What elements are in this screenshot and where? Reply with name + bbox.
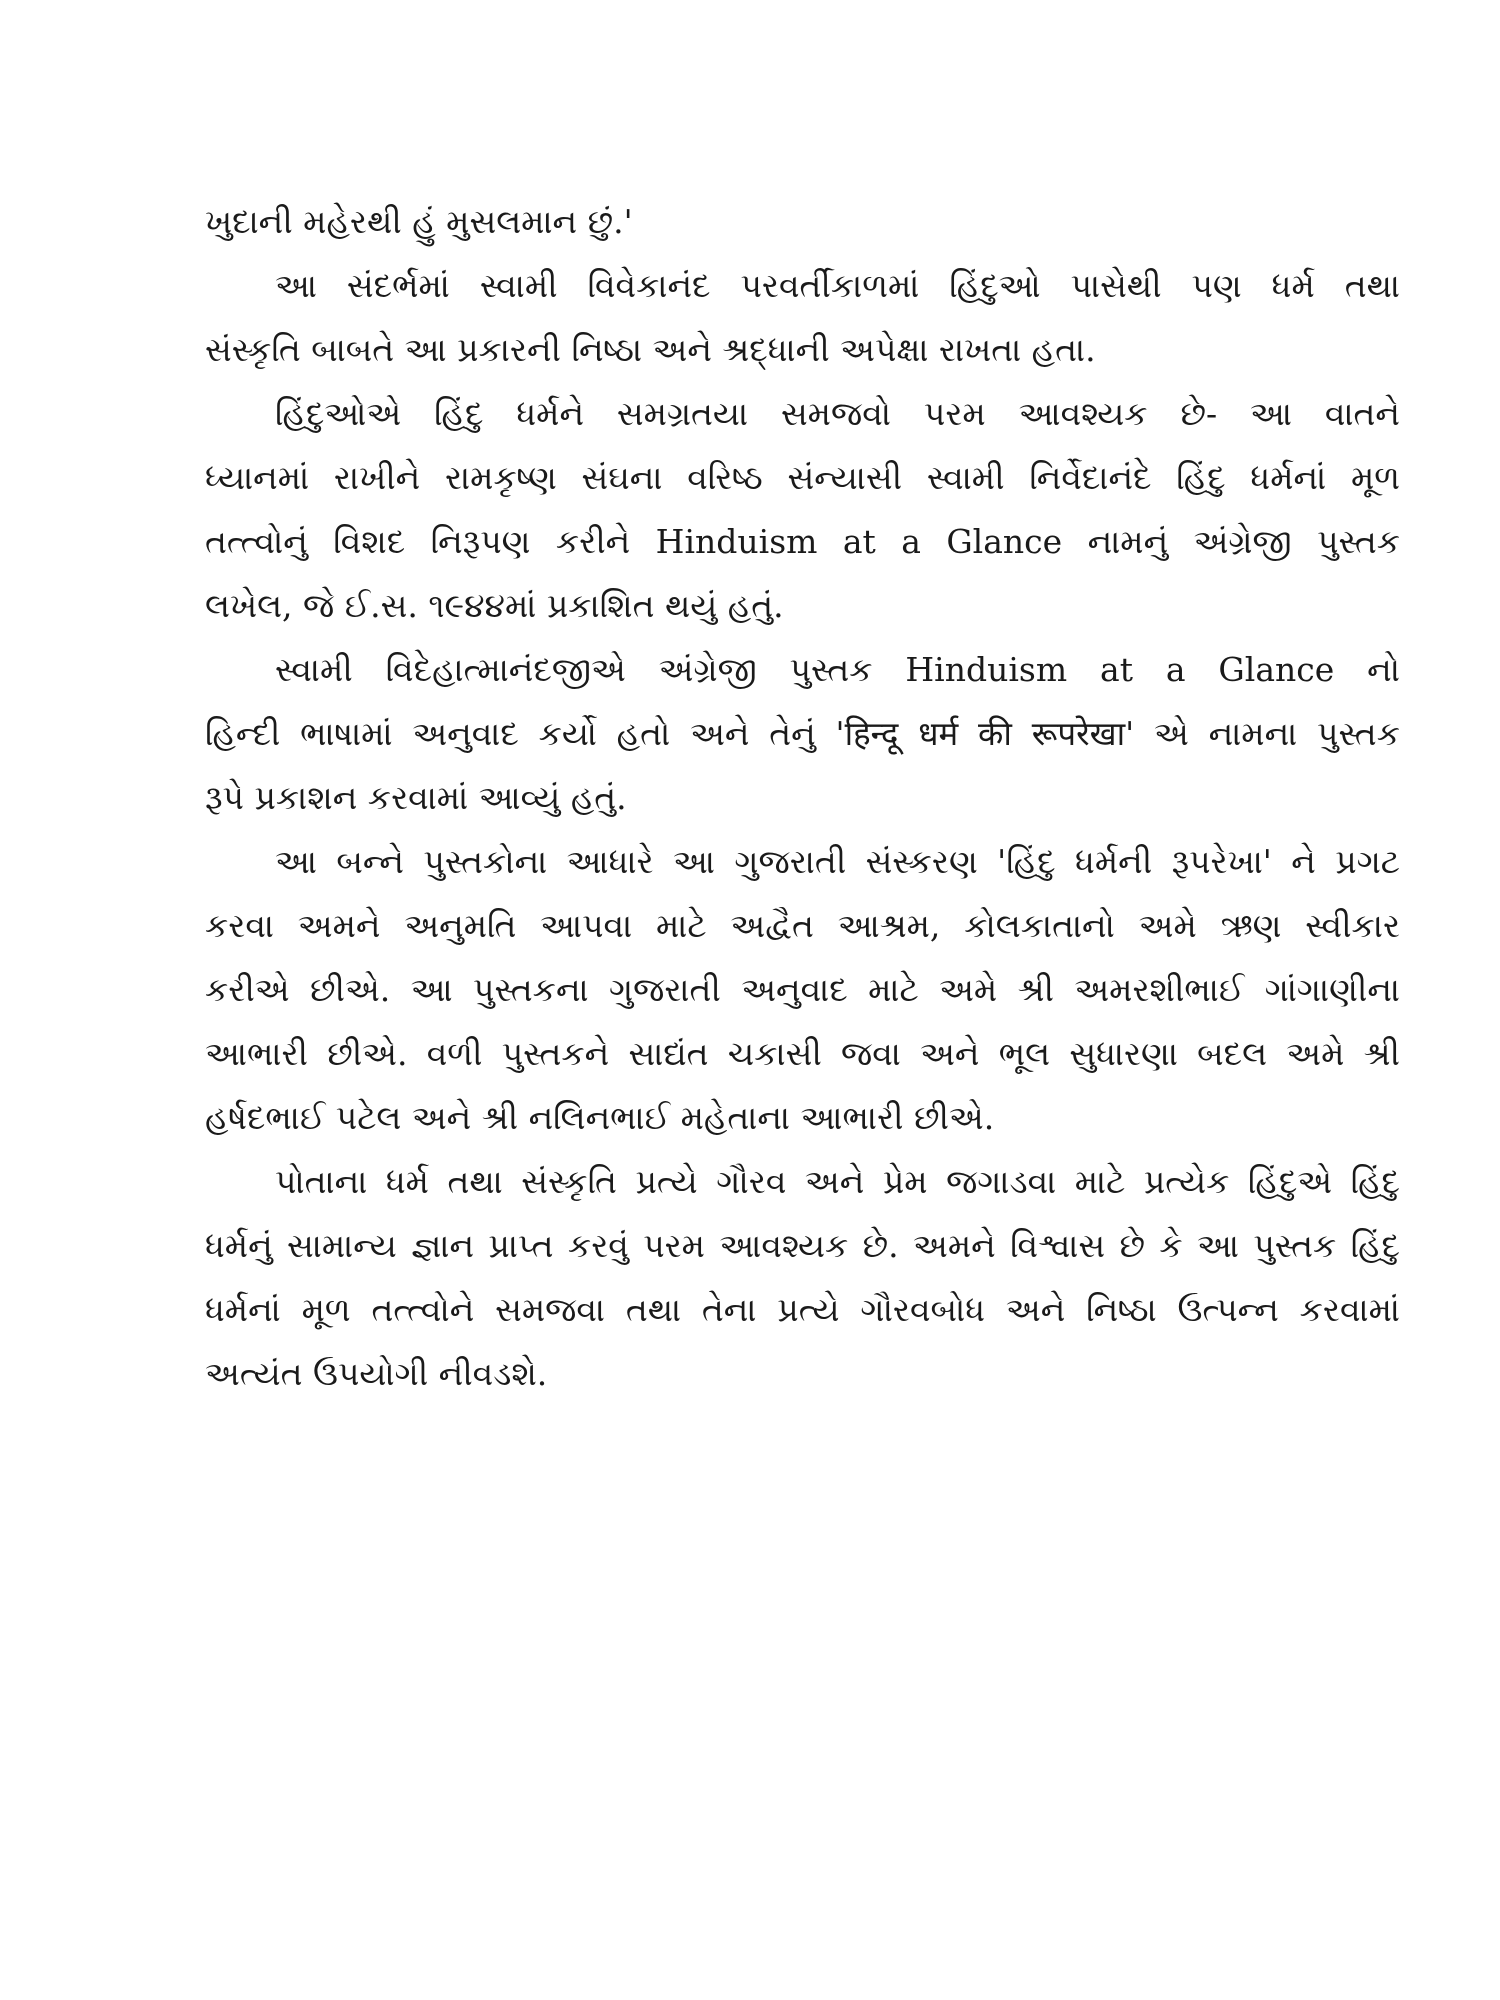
text-line: ધર્મનાં મૂળ તત્ત્વોને સમજવા તથા તેના પ્રત્યે ગૌરવબોધ અને નિષ્ઠા ઉત્પન્ન કરવામાં [205, 1290, 1400, 1329]
text-line: હિંદુઓએ હિંદુ ધર્મને સમગ્રતયા સમજવો પરમ આવશ્યક છે- આ વાતને [275, 394, 1400, 433]
text-line: ખુદાની મહેરથી હું મુસલમાન છું.' [205, 202, 633, 241]
text-line: સ્વામી વિદેહાત્માનંદજીએ અંગ્રેજી પુસ્તક Hinduism at a Glance નો [275, 650, 1400, 689]
text-line: લખેલ, જે ઈ.સ. ૧૯૪૪માં પ્રકાશિત થયું હતું. [205, 586, 784, 625]
text-line: રૂપે પ્રકાશન કરવામાં આવ્યું હતું. [205, 778, 627, 817]
text-line: આ સંદર્ભમાં સ્વામી વિવેકાનંદ પરવર્તીકાળમાં હિંદુઓ પાસેથી પણ ધર્મ તથા [275, 266, 1400, 305]
text-line: કરવા અમને અનુમતિ આપવા માટે અદ્વૈત આશ્રમ, કોલકાતાનો અમે ઋણ સ્વીકાર [205, 906, 1400, 945]
text-line: સંસ્કૃતિ બાબતે આ પ્રકારની નિષ્ઠા અને શ્રદ્ધાની અપેક્ષા રાખતા હતા. [205, 330, 1096, 369]
text-line: ધ્યાનમાં રાખીને રામકૃષ્ણ સંઘના વરિષ્ઠ સંન્યાસી સ્વામી નિર્વેદાનંદે હિંદુ ધર્મનાં મૂળ [205, 458, 1400, 497]
text-line: પોતાના ધર્મ તથા સંસ્કૃતિ પ્રત્યે ગૌરવ અને પ્રેમ જગાડવા માટે પ્રત્યેક હિંદુએ હિંદુ [275, 1162, 1400, 1201]
text-line: આ બન્ને પુસ્તકોના આધારે આ ગુજરાતી સંસ્કરણ 'હિંદુ ધર્મની રૂપરેખા' ને પ્રગટ [275, 842, 1400, 881]
text-line: અત્યંત ઉપયોગી નીવડશે. [205, 1354, 548, 1393]
text-line: કરીએ છીએ. આ પુસ્તકના ગુજરાતી અનુવાદ માટે અમે શ્રી અમરશીભાઈ ગાંગાણીના [205, 970, 1400, 1009]
text-line: તત્ત્વોનું વિશદ નિરૂપણ કરીને Hinduism at a Glance નામનું અંગ્રેજી પુસ્તક [205, 522, 1400, 561]
text-line: હર્ષદભાઈ પટેલ અને શ્રી નલિનભાઈ મહેતાના આભારી છીએ. [205, 1098, 995, 1137]
body-text [205, 190, 1400, 1406]
text-line: આભારી છીએ. વળી પુસ્તકને સાદ્યંત ચકાસી જવા અને ભૂલ સુધારણા બદલ અમે શ્રી [205, 1034, 1400, 1073]
text-line: હિન્દી ભાષામાં અનુવાદ કર્યો હતો અને તેનું 'हिन्दू धर्म की रूपरेखा' એ નામના પુસ્તક [205, 714, 1400, 753]
text-line: ધર્મનું સામાન્ય જ્ઞાન પ્રાપ્ત કરવું પરમ આવશ્યક છે. અમને વિશ્વાસ છે કે આ પુસ્તક હિંદુ [205, 1226, 1400, 1265]
